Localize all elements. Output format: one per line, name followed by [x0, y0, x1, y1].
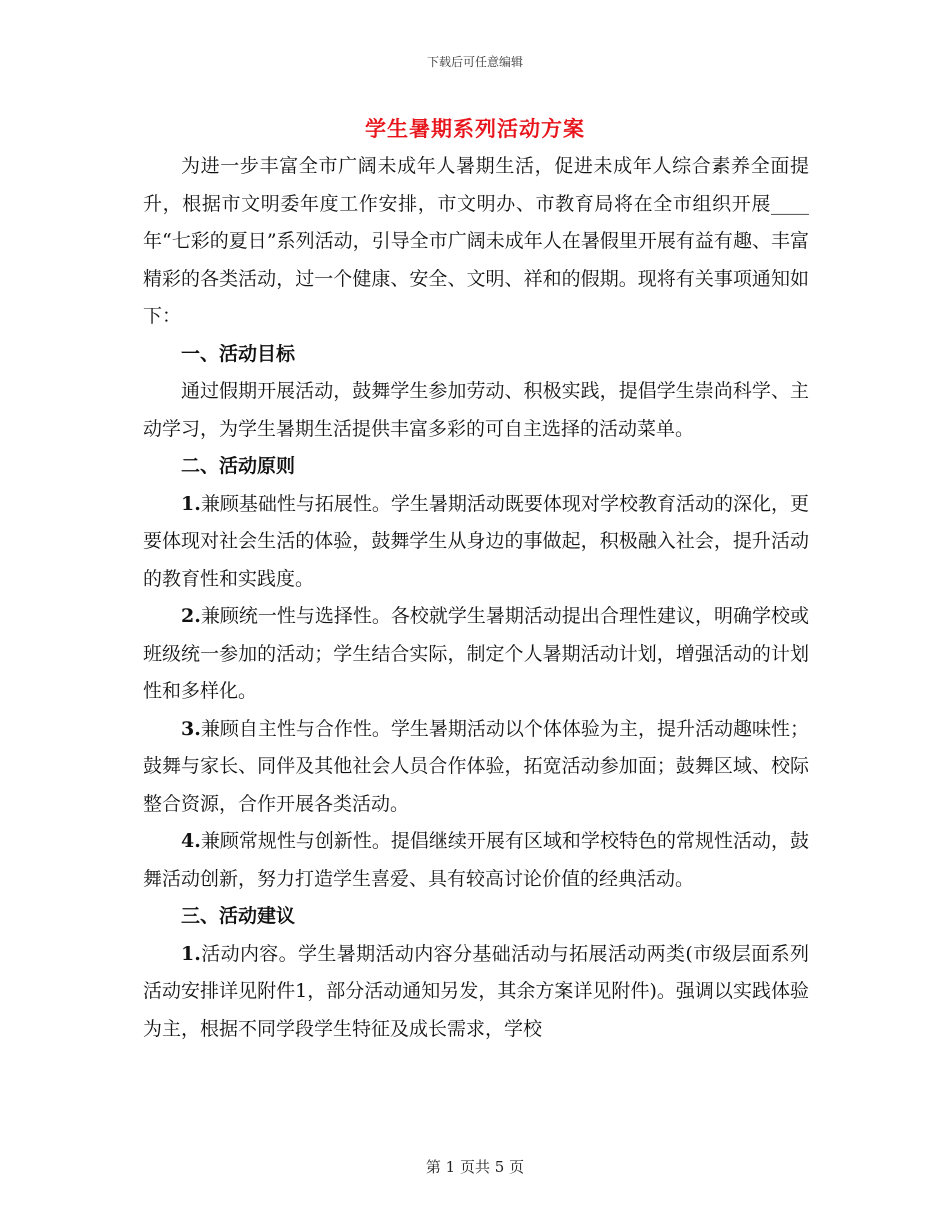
item-number: 3.: [181, 717, 201, 740]
principle-item: [143, 711, 809, 824]
item-number: 1.: [181, 492, 201, 515]
document-title: 学生暑期系列活动方案: [365, 116, 585, 141]
section-heading-principles: 二、活动原则: [181, 455, 296, 477]
principle-item: [143, 823, 809, 898]
intro-paragraph: 为进一步丰富全市广阔未成年人暑期生活，促进未成年人综合素养全面提升，根据市文明委年度工作安排，市文明办、市教育局将在全市组织开展____年“七彩的夏日”系列活动，引导全市广阔未成年人在暑假里开展有益有趣、丰富精彩的各类活动，过一个健康、安全、文明、祥和的假期。现将有关事项通知如下：: [143, 155, 809, 327]
goals-paragraph: 通过假期开展活动，鼓舞学生参加劳动、积极实践，提倡学生崇尚科学、主动学习，为学生暑期生活提供丰富多彩的可自主选择的活动菜单。: [143, 380, 809, 440]
item-text: 兼顾自主性与合作性。学生暑期活动以个体体验为主，提升活动趣味性；鼓舞与家长、同伴及其他社会人员合作体验，拓宽活动参加面；鼓舞区域、校际整合资源，合作开展各类活动。: [143, 717, 809, 815]
page-footer: 第 1 页共 5 页: [425, 1158, 525, 1176]
principle-item: [143, 486, 809, 599]
item-text: 活动内容。学生暑期活动内容分基础活动与拓展活动两类(市级层面系列活动安排详见附件1，部分活动通知另发，其余方案详见附件)。强调以实践体验为主，根据不同学段学生特征及成长需求，学校: [143, 942, 809, 1040]
item-text: 兼顾统一性与选择性。各校就学生暑期活动提出合理性建议，明确学校或班级统一参加的活动；学生结合实际，制定个人暑期活动计划，增强活动的计划性和多样化。: [143, 605, 809, 702]
item-text: 兼顾常规性与创新性。提倡继续开展有区域和学校特色的常规性活动，鼓舞活动创新，努力打造学生喜爱、具有较高讨论价值的经典活动。: [143, 830, 809, 890]
suggestion-item: [143, 936, 809, 1049]
item-text: 兼顾基础性与拓展性。学生暑期活动既要体现对学校教育活动的深化，更要体现对社会生活的体验，鼓舞学生从身边的事做起，积极融入社会，提升活动的教育性和实践度。: [143, 492, 809, 590]
item-number: 2.: [181, 605, 201, 627]
document-body: [143, 148, 809, 1048]
item-number: 1.: [181, 942, 201, 965]
page-header: 下载后可任意编辑: [426, 55, 523, 69]
section-heading-suggestions: 三、活动建议: [181, 905, 296, 927]
item-number: 4.: [181, 830, 201, 852]
section-heading-goals: 一、活动目标: [181, 342, 296, 365]
principle-item: [143, 598, 809, 711]
